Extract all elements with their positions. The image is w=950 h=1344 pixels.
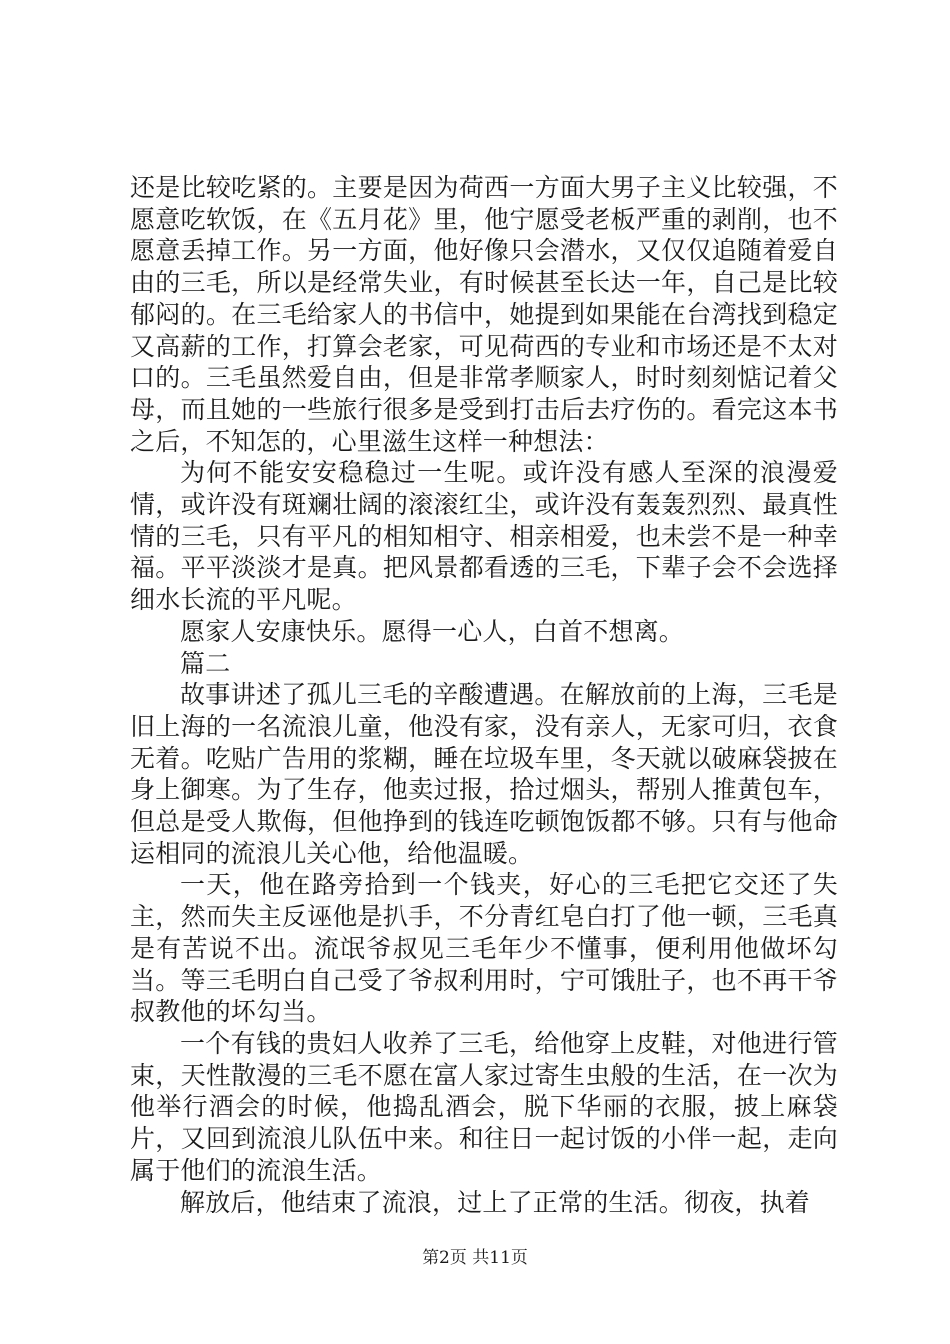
page-number-footer: 第2页 共11页 bbox=[422, 1248, 528, 1268]
body-text bbox=[130, 172, 838, 1218]
paragraph: 一天，他在路旁拾到一个钱夹，好心的三毛把它交还了失主，然而失主反诬他是扒手，不分青红皂白打了他一顿，三毛真是有苦说不出。流氓爷叔见三毛年少不懂事，便利用他做坏勾当。等三毛明白自己受了爷叔利用时，宁可饿肚子，也不再干爷叔教他的坏勾当。 bbox=[130, 870, 838, 1027]
paragraph: 为何不能安安稳稳过一生呢。或许没有感人至深的浪漫爱情，或许没有斑斓壮阔的滚滚红尘，或许没有轰轰烈烈、最真性情的三毛，只有平凡的相知相守、相亲相爱，也未尝不是一种幸福。平平淡淡才是真。把风景都看透的三毛，下辈子会不会选择细水长流的平凡呢。 bbox=[130, 458, 838, 615]
paragraph: 故事讲述了孤儿三毛的辛酸遭遇。在解放前的上海，三毛是旧上海的一名流浪儿童，他没有家，没有亲人，无家可归，衣食无着。吃贴广告用的浆糊，睡在垃圾车里，冬天就以破麻袋披在身上御寒。为了生存，他卖过报，拾过烟头，帮别人推黄包车，但总是受人欺侮，但他挣到的钱连吃顿饱饭都不够。只有与他命运相同的流浪儿关心他，给他温暖。 bbox=[130, 680, 838, 868]
paragraph: 解放后，他结束了流浪，过上了正常的生活。彻夜，执着 bbox=[180, 1187, 811, 1217]
paragraph: 一个有钱的贵妇人收养了三毛，给他穿上皮鞋，对他进行管束，天性散漫的三毛不愿在富人家过寄生虫般的生活，在一次为他举行酒会的时候，他捣乱酒会，脱下华丽的衣服，披上麻袋片，又回到流浪儿队伍中来。和往日一起讨饭的小伴一起，走向属于他们的流浪生活。 bbox=[130, 1028, 838, 1185]
paragraph: 愿家人安康快乐。愿得一心人，白首不想离。 bbox=[180, 616, 685, 646]
section-heading: 篇二 bbox=[180, 648, 231, 678]
paragraph-continuation: 还是比较吃紧的。主要是因为荷西一方面大男子主义比较强，不愿意吃软饭，在《五月花》里，他宁愿受老板严重的剥削，也不愿意丢掉工作。另一方面，他好像只会潜水，又仅仅追随着爱自由的三毛，所以是经常失业，有时候甚至长达一年，自己是比较郁闷的。在三毛给家人的书信中，她提到如果能在台湾找到稳定又高薪的工作，打算会老家，可见荷西的专业和市场还是不太对口的。三毛虽然爱自由，但是非常孝顺家人，时时刻刻惦记着父母，而且她的一些旅行很多是受到打击后去疗伤的。看完这本书之后，不知怎的，心里滋生这样一种想法： bbox=[130, 173, 838, 456]
